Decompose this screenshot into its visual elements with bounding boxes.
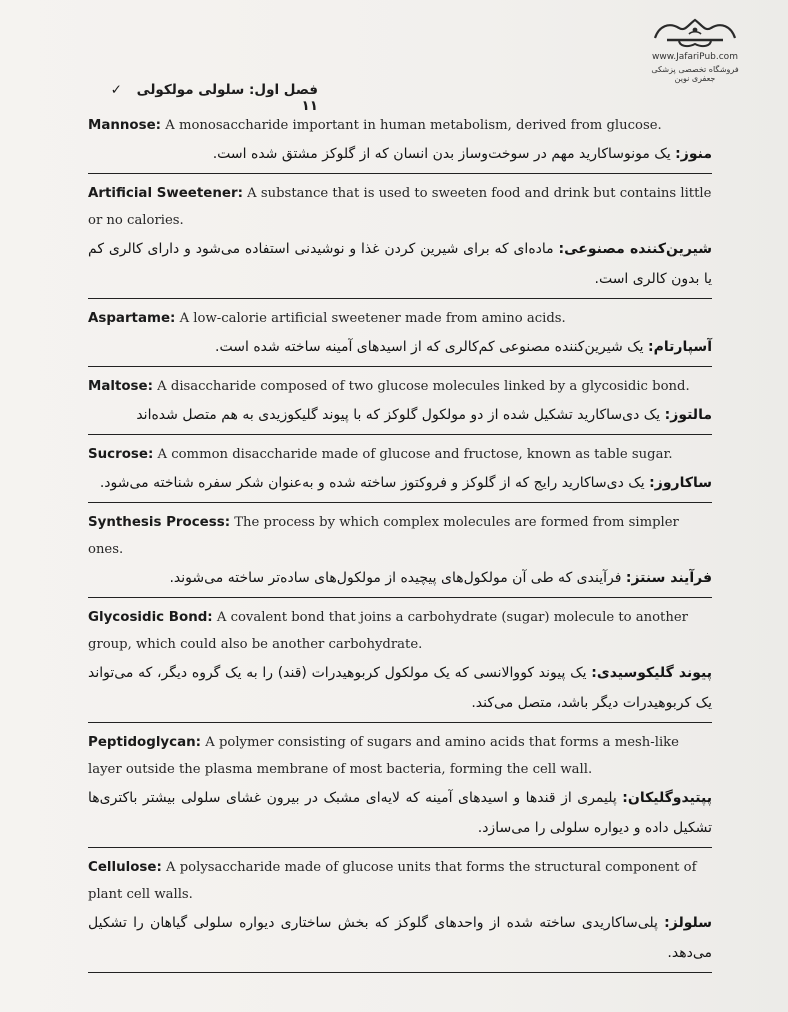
persian-text: پلی‌ساکاریدی ساخته شده از واحدهای گلوکز که بخش ساختاری دیواره سلولی گیاهان را تشکیل می‌دهد.	[88, 915, 712, 961]
persian-term: سلولز:	[664, 915, 712, 931]
persian-term: ساکاروز:	[649, 475, 712, 491]
english-term: Mannose:	[88, 118, 162, 133]
persian-text: یک دی‌ساکارید تشکیل شده از دو مولکول گلوکز که با پیوند گلیکوزیدی به هم متصل شده‌اند	[136, 407, 665, 423]
persian-definition	[88, 468, 712, 498]
publisher-logo	[640, 14, 750, 83]
glossary-entry-peptidoglycan	[88, 729, 712, 848]
glossary-entry-maltose	[88, 373, 712, 435]
glossary-entry-aspartame	[88, 305, 712, 367]
page-number: ۱۱	[301, 98, 318, 114]
persian-term: آسپارتام:	[648, 339, 712, 355]
english-term: Maltose:	[88, 379, 153, 394]
english-text: A polysaccharide made of glucose units that forms the structural component of plant cell walls.	[88, 860, 697, 902]
persian-definition	[88, 908, 712, 968]
english-term: Glycosidic Bond:	[88, 610, 213, 625]
english-text: A covalent bond that joins a carbohydrate (sugar) molecule to another group, which could also be another carbohydrate.	[88, 610, 688, 652]
english-definition	[88, 441, 712, 468]
glossary-entry-cellulose	[88, 854, 712, 973]
glossary-entry-artificial-sweetener	[88, 180, 712, 299]
persian-definition	[88, 139, 712, 169]
glossary-entry-synthesis-process	[88, 509, 712, 598]
check-icon: ✓	[110, 82, 122, 98]
persian-text: ماده‌ای که برای شیرین کردن غذا و نوشیدنی استفاده می‌شود و دارای کالری کم یا بدون کالری است.	[88, 241, 712, 287]
english-definition	[88, 305, 712, 332]
persian-term: فرآیند سنتز:	[625, 570, 712, 586]
english-definition	[88, 373, 712, 400]
jafari-logo-icon	[649, 14, 741, 52]
english-text: A common disaccharide made of glucose and fructose, known as table sugar.	[153, 447, 673, 462]
glossary-entry-sucrose	[88, 441, 712, 503]
persian-definition	[88, 332, 712, 362]
persian-definition	[88, 658, 712, 718]
persian-text: پلیمری از قندها و اسیدهای آمینه که لایه‌ای مشبک در بیرون غشای سلولی بیشتر باکتری‌ها تشکیل داده و دیواره سلولی را می‌سازد.	[88, 790, 712, 836]
persian-definition	[88, 234, 712, 294]
english-text: A monosaccharide important in human metabolism, derived from glucose.	[161, 118, 662, 133]
persian-term: مالتوز:	[664, 407, 712, 423]
english-term: Peptidoglycan:	[88, 735, 202, 750]
english-text: A disaccharide composed of two glucose molecules linked by a glycosidic bond.	[152, 379, 690, 394]
persian-term: منوز:	[675, 146, 712, 162]
english-text: A low-calorie artificial sweetener made from amino acids.	[175, 311, 566, 326]
persian-term: شیرین‌کننده مصنوعی:	[558, 241, 713, 257]
english-definition	[88, 180, 712, 234]
english-definition	[88, 854, 712, 908]
persian-term: پپتیدوگلیکان:	[622, 790, 712, 806]
publisher-url: www.JafariPub.com	[652, 52, 738, 62]
english-term: Artificial Sweetener:	[88, 186, 243, 201]
english-term: Sucrose:	[88, 447, 154, 462]
english-definition	[88, 509, 712, 563]
english-text: A polymer consisting of sugars and amino acids that forms a mesh-like layer outside the plasma membrane of most bacteria, forming the cell wall.	[88, 735, 679, 777]
persian-text: یک مونوساکارید مهم در سوخت‌وساز بدن انسان که از گلوکز مشتق شده است.	[212, 146, 676, 162]
glossary-entry-glycosidic-bond	[88, 604, 712, 723]
running-header	[88, 82, 318, 114]
persian-text: یک دی‌ساکارید رایج که از گلوکز و فروکتوز ساخته شده و به‌عنوان شکر سفره شناخته می‌شود.	[99, 475, 650, 491]
english-text: The process by which complex molecules are formed from simpler ones.	[88, 515, 679, 557]
persian-text: یک شیرین‌کننده مصنوعی کم‌کالری که از اسیدهای آمینه ساخته شده است.	[215, 339, 649, 355]
english-text: A substance that is used to sweeten food and drink but contains little or no calories.	[88, 186, 712, 228]
english-term: Cellulose:	[88, 860, 162, 875]
publisher-shop-name: فروشگاه تخصصی پزشکی جعفری نوین	[651, 65, 739, 83]
english-definition	[88, 604, 712, 658]
persian-text: یک پیوند کووالانسی که یک مولکول کربوهیدرات (قند) را به یک گروه دیگر، که می‌تواند یک کربوهیدرات دیگر باشد، متصل می‌کند.	[88, 665, 712, 711]
glossary-list	[88, 112, 712, 979]
english-definition	[88, 112, 712, 139]
chapter-title: فصل اول: سلولی مولکولی	[136, 82, 318, 98]
glossary-entry-mannose	[88, 112, 712, 174]
english-term: Synthesis Process:	[88, 515, 231, 530]
persian-term: پیوند گلیکوسیدی:	[591, 665, 712, 681]
persian-definition	[88, 783, 712, 843]
persian-definition	[88, 563, 712, 593]
persian-text: فرآیندی که طی آن مولکول‌های پیچیده از مولکول‌های ساده‌تر ساخته می‌شوند.	[169, 570, 626, 586]
english-term: Aspartame:	[88, 311, 176, 326]
persian-definition	[88, 400, 712, 430]
english-definition	[88, 729, 712, 783]
